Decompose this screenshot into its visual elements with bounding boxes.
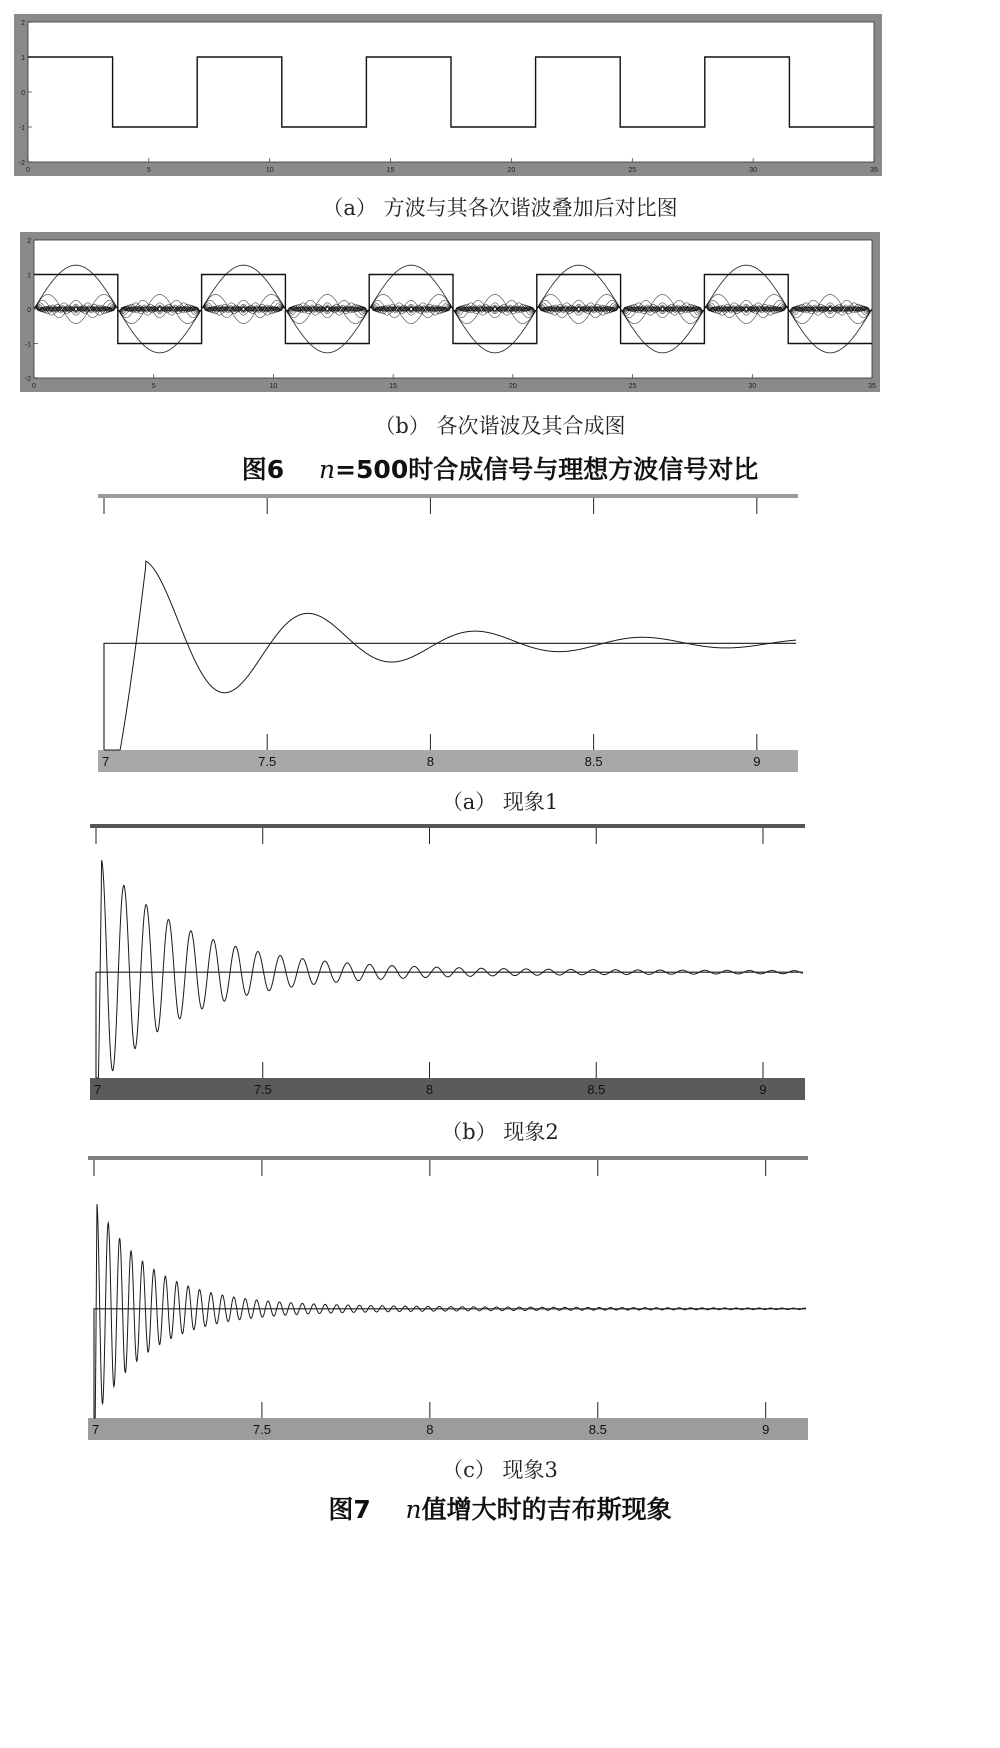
fig7b-xtick-label-1: 7.5 [253, 1082, 272, 1097]
fig6b-xtick-label-6: 30 [748, 383, 757, 390]
fig7c-caption: （c） 现象3 [442, 1458, 558, 1482]
fig7b-xtick-label-4: 9 [759, 1082, 767, 1097]
fig6b-xtick-label-7: 35 [868, 383, 876, 390]
figure6-variable: n [318, 455, 336, 484]
fig7a-xtick-label-2: 8 [426, 754, 435, 769]
fig7c-xtick-label-0: 7 [92, 1422, 100, 1437]
fig7c-xtick-label-3: 8.5 [588, 1422, 607, 1437]
fig6b-ytick-label-3: -1 [24, 341, 31, 349]
fig6b-xtick-label-3: 15 [389, 383, 398, 390]
fig7a-xtick-label-3: 8.5 [584, 754, 603, 769]
fig7b-chart [90, 822, 805, 1100]
fig7a-xtick-label-4: 9 [753, 754, 761, 769]
fig7c-chart [88, 1154, 808, 1440]
fig7c-axis-band [88, 1418, 808, 1440]
fig6a-panel [14, 14, 882, 176]
fig6b-chart [20, 232, 880, 392]
fig6b-ytick-label-1: 1 [27, 272, 31, 280]
fig7b-top-bar [90, 824, 805, 828]
fig6b-xtick-label-2: 10 [269, 383, 278, 390]
fig7c-step-signal [94, 1309, 806, 1418]
fig7a-chart [98, 492, 798, 772]
fig6b-panel [20, 232, 880, 392]
fig6a-ytick-label-0: 2 [21, 20, 25, 27]
fig6a-xtick-label-2: 10 [265, 167, 274, 174]
fig6b-ytick-label-2: 0 [27, 307, 31, 314]
fig6a-chart [14, 14, 882, 176]
fig7b-xtick-label-0: 7 [94, 1082, 102, 1097]
fig7a-gibbs-ripple [104, 561, 796, 750]
fig6b-caption: （b） 各次谐波及其合成图 [374, 414, 626, 438]
fig7b-step-signal [96, 972, 803, 1078]
fig6b-xtick-label-0: 0 [32, 383, 36, 390]
figure6-label: 图6 [241, 455, 285, 484]
fig6b-ytick-label-0: 2 [27, 238, 31, 245]
fig7b-axis-band [90, 1078, 805, 1100]
figure6-title [0, 450, 1000, 486]
fig7a-step-signal [104, 643, 796, 750]
fig6b-xtick-label-4: 20 [508, 383, 517, 390]
fig7a-xtick-label-1: 7.5 [258, 754, 277, 769]
fig7c-top-bar [88, 1156, 808, 1160]
fig7b-gibbs-ripple [96, 860, 803, 1078]
fig7a-panel [98, 492, 798, 772]
fig6b-ytick-label-4: -2 [24, 376, 31, 383]
fig7a-xtick-label-0: 7 [102, 754, 110, 769]
fig7a-caption: （a） 现象1 [441, 790, 559, 814]
fig6a-ytick-label-3: -1 [18, 125, 25, 132]
fig6a-ytick-label-2: 0 [21, 90, 25, 97]
fig6b-xtick-label-5: 25 [628, 383, 637, 390]
fig6a-xtick-label-0: 0 [26, 167, 30, 174]
fig6a-xtick-label-1: 5 [146, 167, 151, 174]
fig7a-axis-band [98, 750, 798, 772]
fig6a-xtick-label-3: 15 [386, 167, 395, 174]
fig6a-caption: （a） 方波与其各次谐波叠加后对比图 [322, 196, 678, 220]
fig6a-xtick-label-7: 35 [870, 167, 878, 174]
figure6-text: =500时合成信号与理想方波信号对比 [335, 455, 759, 484]
figure7-title [0, 1490, 1000, 1526]
fig6a-xtick-label-5: 25 [628, 167, 637, 174]
fig7c-panel [88, 1154, 808, 1440]
fig7b-xtick-label-3: 8.5 [587, 1082, 606, 1097]
figure7-variable: n [405, 1495, 422, 1524]
fig7c-xtick-label-1: 7.5 [252, 1422, 271, 1437]
figure7-text: 值增大时的吉布斯现象 [421, 1495, 672, 1524]
fig7b-panel [90, 822, 805, 1100]
fig7b-caption: （b） 现象2 [441, 1120, 559, 1144]
fig7b-xtick-label-2: 8 [425, 1082, 434, 1097]
fig6a-ytick-label-4: -2 [18, 160, 25, 167]
fig7a-top-bar [98, 494, 798, 498]
figure7-label: 图7 [328, 1495, 371, 1524]
fig7c-xtick-label-2: 8 [426, 1422, 434, 1437]
fig6b-xtick-label-1: 5 [151, 383, 156, 390]
fig7c-gibbs-ripple [94, 1204, 806, 1418]
fig7c-xtick-label-4: 9 [762, 1422, 770, 1437]
fig6a-ytick-label-1: 1 [21, 55, 25, 62]
fig6a-xtick-label-6: 30 [749, 167, 758, 174]
fig6a-xtick-label-4: 20 [507, 167, 516, 174]
